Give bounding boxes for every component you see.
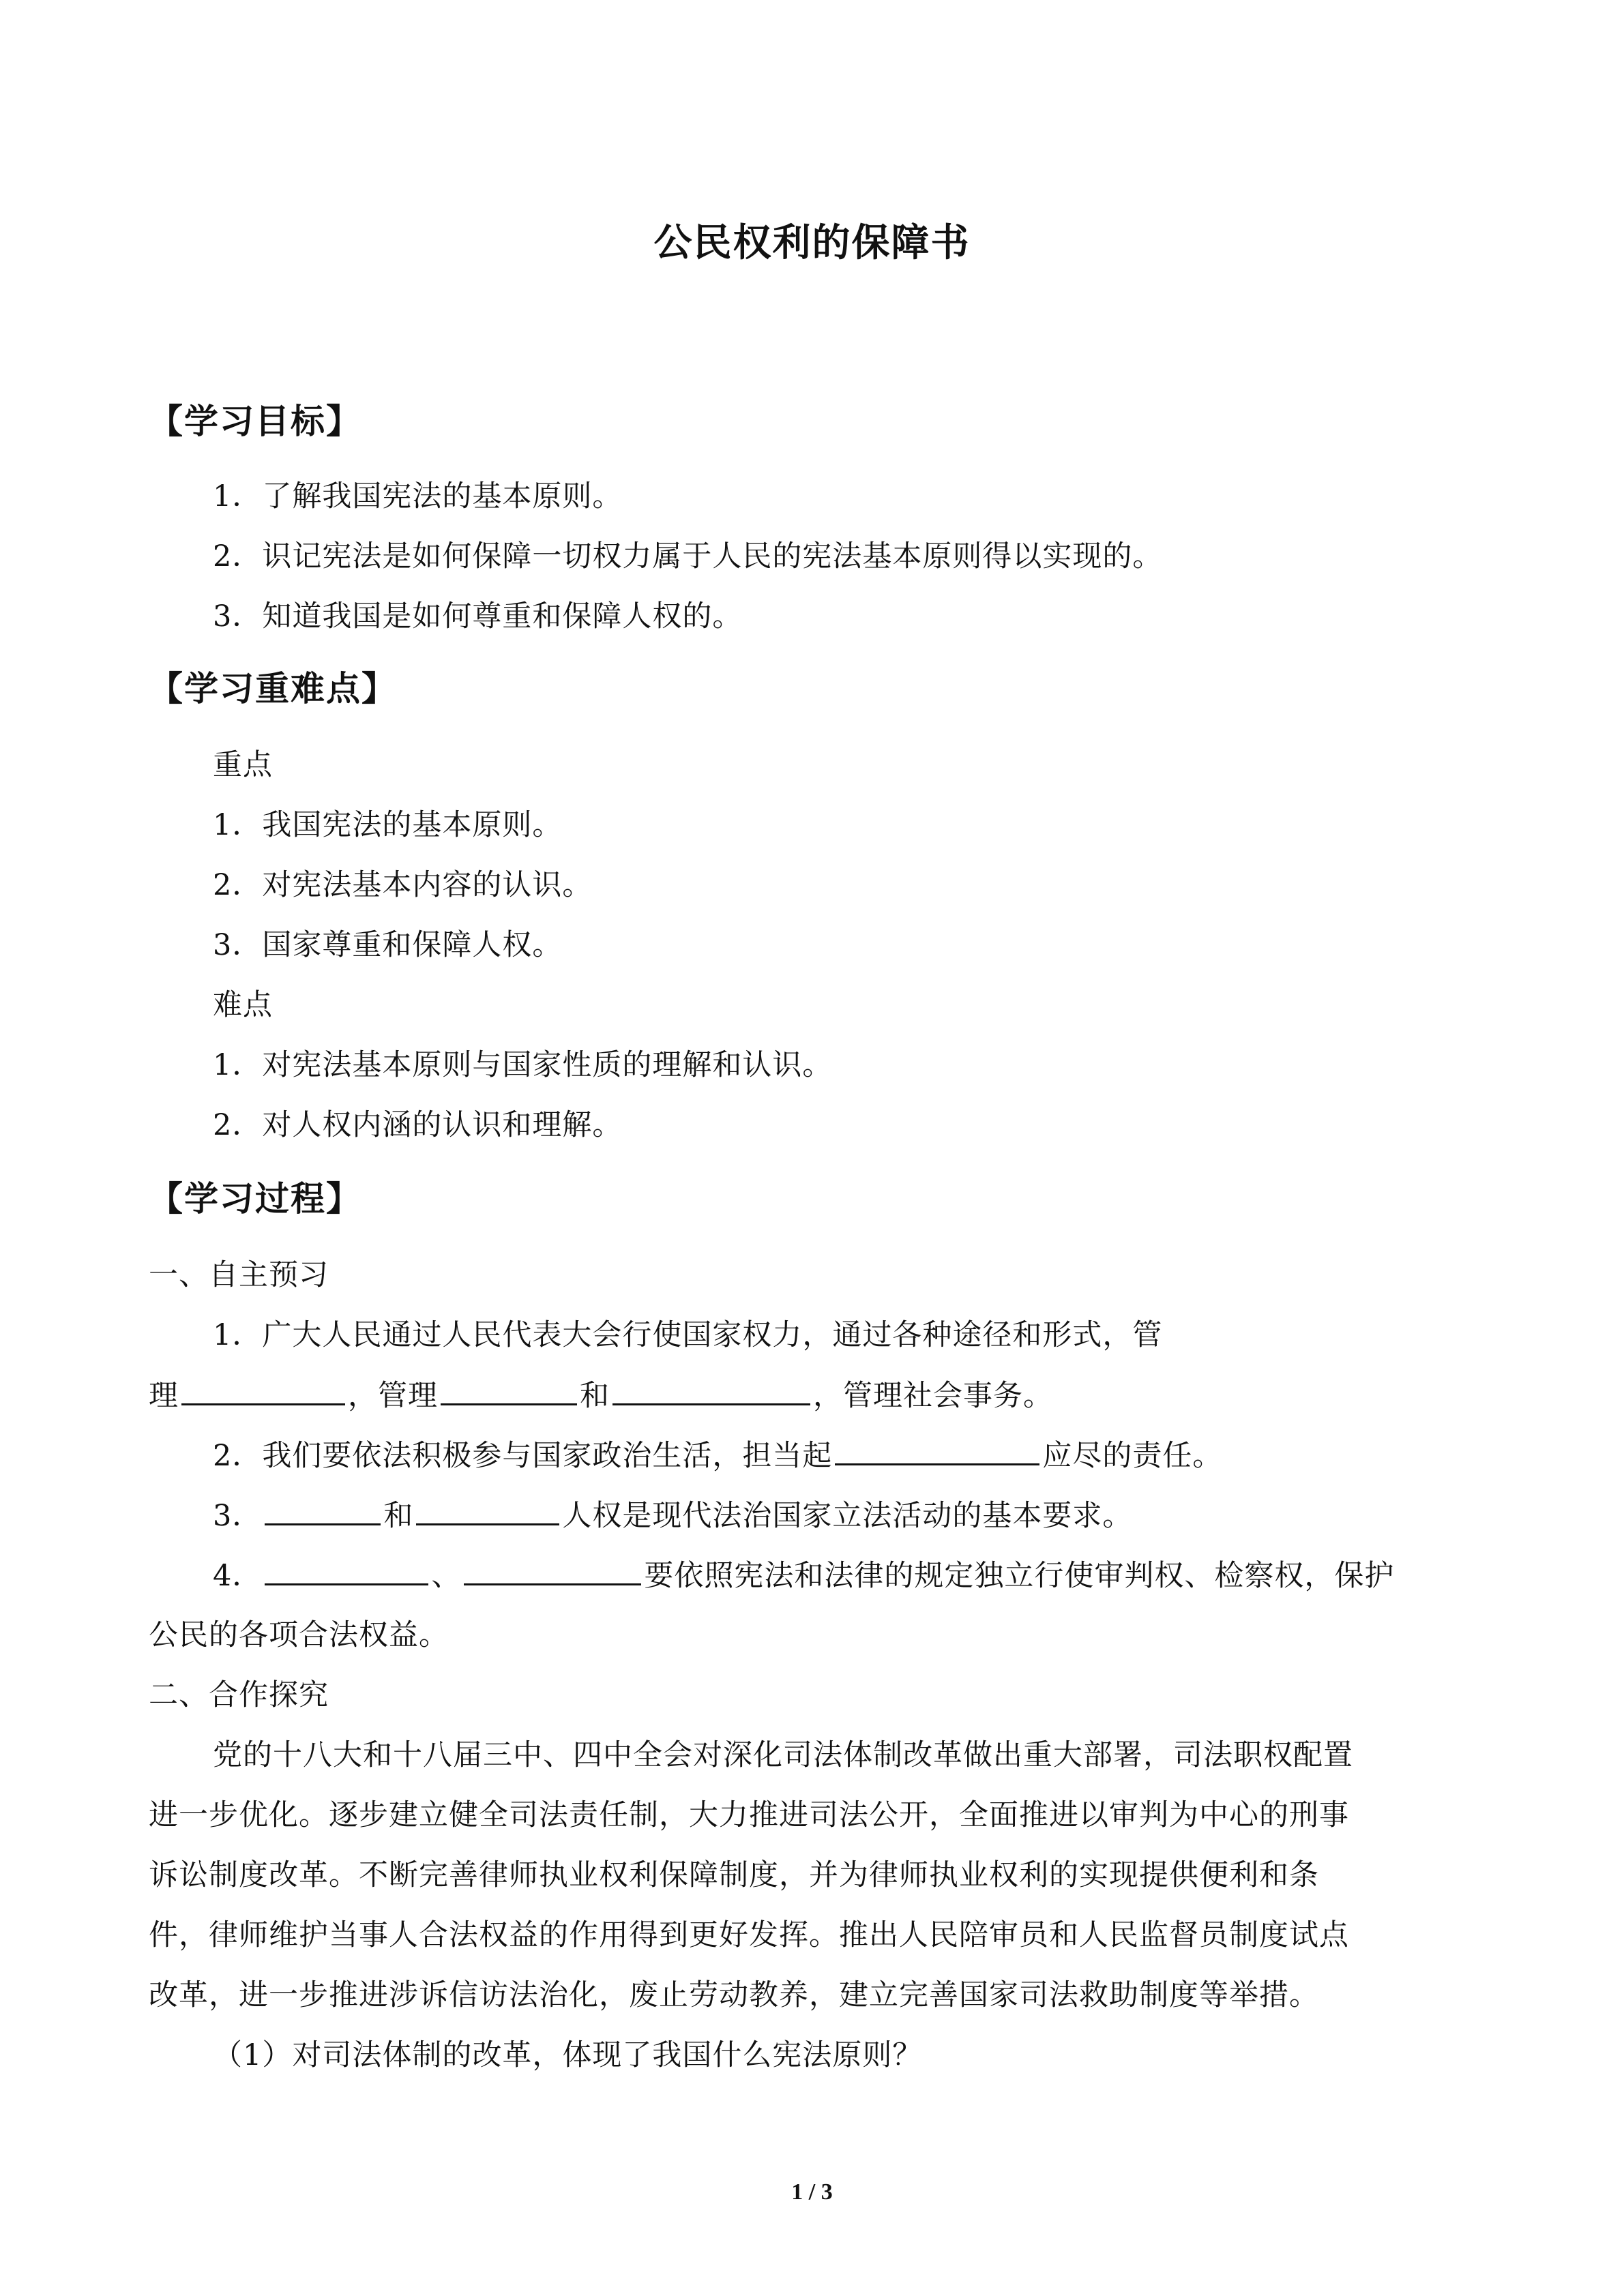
paragraph-line-2: 进一步优化。逐步建立健全司法责任制，大力推进司法公开，全面推进以审判为中心的刑事 [149, 1798, 1349, 1832]
key-points-heading: 【学习重难点】 [149, 669, 397, 709]
paragraph-line-3: 诉讼制度改革。不断完善律师执业权利保障制度，并为律师执业权利的实现提供便利和条 [149, 1858, 1319, 1892]
question-1-line-2 [149, 1376, 1053, 1415]
fill-blank[interactable] [612, 1376, 810, 1405]
q4-text-2: 、 [431, 1559, 462, 1593]
q1-text-4: ，管理社会事务。 [813, 1379, 1053, 1413]
paragraph-line-5: 改革，进一步推进涉诉信访法治化，废止劳动教养，建立完善国家司法救助制度等举措。 [149, 1978, 1319, 2012]
objective-item-2: 2．识记宪法是如何保障一切权力属于人民的宪法基本原则得以实现的。 [213, 539, 1163, 573]
fill-blank[interactable] [181, 1376, 345, 1405]
part2-label: 二、合作探究 [149, 1678, 329, 1712]
question-1-line-1: 1．广大人民通过人民代表大会行使国家权力，通过各种途径和形式，管 [213, 1318, 1163, 1352]
zhongdian-item-3: 3．国家尊重和保障人权。 [213, 928, 563, 962]
q1-text-1: 理 [149, 1379, 179, 1413]
zhongdian-label: 重点 [213, 748, 273, 782]
q2-text-2: 应尽的责任。 [1042, 1439, 1223, 1473]
part1-label: 一、自主预习 [149, 1258, 329, 1292]
question-4-line-1 [213, 1556, 1394, 1595]
q4-text-1: 4． [213, 1559, 263, 1593]
fill-blank[interactable] [464, 1556, 641, 1585]
zhongdian-item-2: 2．对宪法基本内容的认识。 [213, 868, 593, 902]
process-heading: 【学习过程】 [149, 1179, 361, 1219]
objective-item-1: 1．了解我国宪法的基本原则。 [213, 479, 623, 513]
fill-blank[interactable] [835, 1436, 1039, 1465]
paragraph-line-1: 党的十八大和十八届三中、四中全会对深化司法体制改革做出重大部署，司法职权配置 [213, 1738, 1353, 1772]
page-number: 1 / 3 [791, 2179, 833, 2205]
q4-text-3: 要依照宪法和法律的规定独立行使审判权、检察权，保护 [644, 1559, 1395, 1593]
nandian-item-2: 2．对人权内涵的认识和理解。 [213, 1108, 623, 1142]
question-1-discussion: （1）对司法体制的改革，体现了我国什么宪法原则？ [213, 2038, 923, 2072]
zhongdian-item-1: 1．我国宪法的基本原则。 [213, 808, 563, 842]
page-title: 公民权利的保障书 [653, 221, 971, 265]
objectives-heading: 【学习目标】 [149, 402, 361, 441]
q3-text-2: 和 [383, 1499, 414, 1533]
q3-text-3: 人权是现代法治国家立法活动的基本要求。 [562, 1499, 1133, 1533]
question-2 [213, 1436, 1222, 1475]
objective-item-3: 3．知道我国是如何尊重和保障人权的。 [213, 599, 743, 633]
nandian-label: 难点 [213, 988, 273, 1022]
question-4-line-2: 公民的各项合法权益。 [149, 1618, 449, 1652]
fill-blank[interactable] [265, 1556, 428, 1585]
fill-blank[interactable] [416, 1496, 559, 1525]
paragraph-line-4: 件，律师维护当事人合法权益的作用得到更好发挥。推出人民陪审员和人民监督员制度试点 [149, 1918, 1349, 1952]
q2-text-1: 2．我们要依法积极参与国家政治生活，担当起 [213, 1439, 833, 1473]
nandian-item-1: 1．对宪法基本原则与国家性质的理解和认识。 [213, 1048, 833, 1082]
question-3 [213, 1496, 1132, 1535]
q1-text-3: 和 [580, 1379, 610, 1413]
fill-blank[interactable] [265, 1496, 381, 1525]
q3-text-1: 3． [213, 1499, 263, 1533]
q1-text-2: ，管理 [348, 1379, 438, 1413]
fill-blank[interactable] [441, 1376, 577, 1405]
